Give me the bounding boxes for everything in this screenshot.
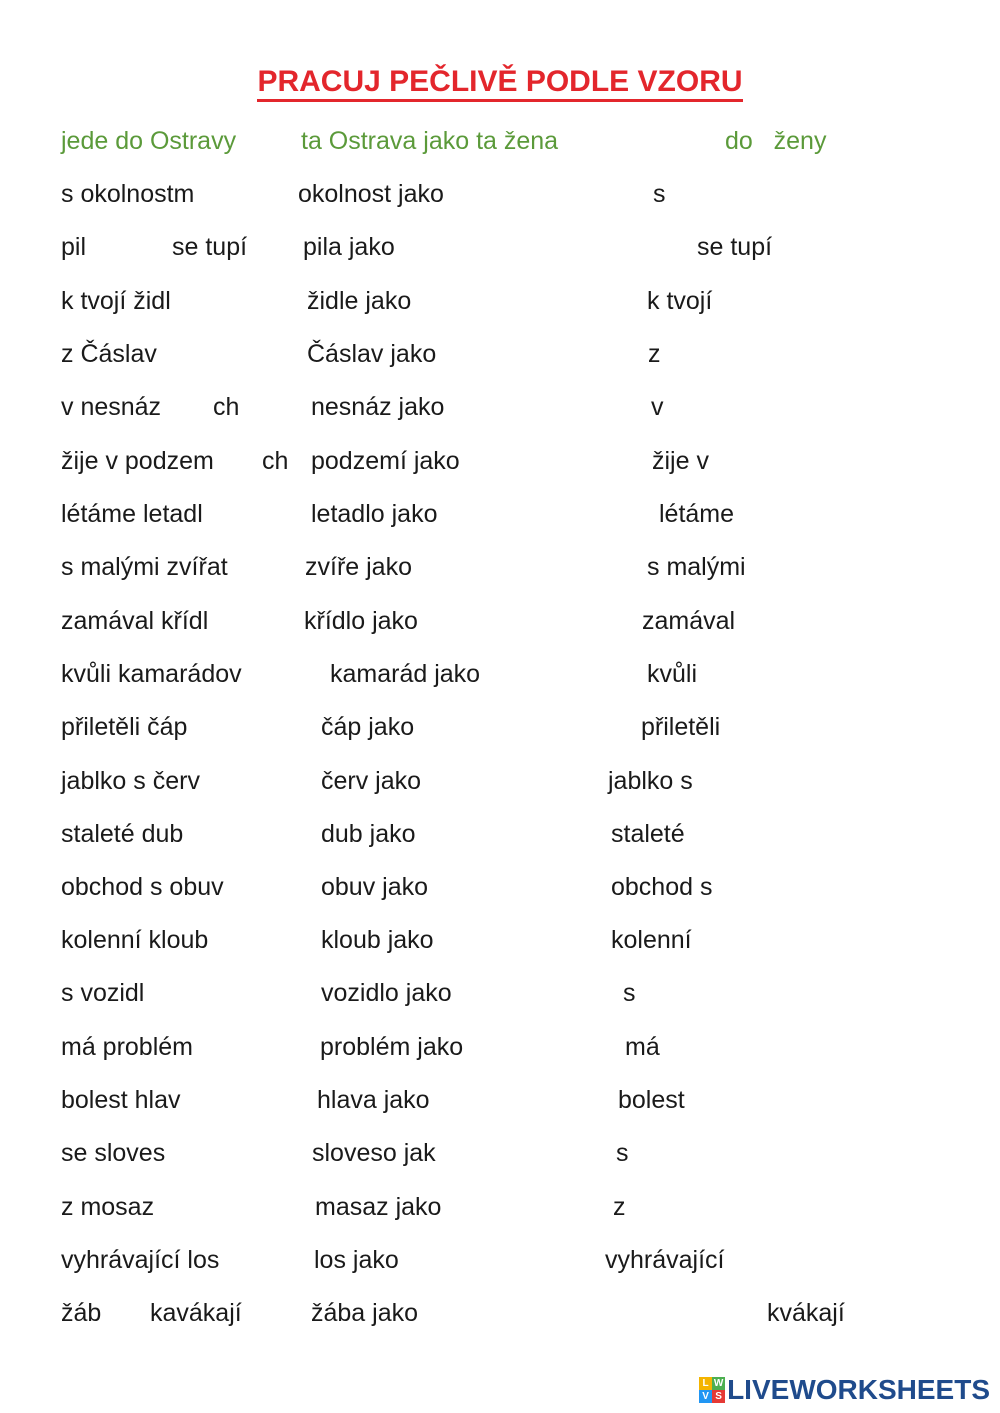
pattern-text: podzemí jako [311,447,460,475]
answer-prefix-text: s [623,979,636,1007]
example-pattern: ta Ostrava jako ta žena [301,127,559,155]
example-phrase: jede do Ostravy [61,127,237,155]
pattern-text: kloub jako [321,926,434,954]
exercise-row [0,819,1000,859]
exercise-row [0,286,1000,326]
answer-prefix-text: s [616,1139,629,1167]
phrase-text: jablko s červ [61,767,200,795]
answer-prefix-text: zamával [642,607,736,635]
answer-prefix-text: přiletěli [641,713,721,741]
answer-prefix-text: staleté [611,820,685,848]
phrase-text: žije v podzem [61,447,214,475]
phrase-text: z mosaz [61,1193,155,1221]
answer-prefix-text: létáme [659,500,735,528]
phrase-text: obchod s obuv [61,873,224,901]
phrase-text: zamával křídl [61,607,209,635]
exercise-row [0,552,1000,592]
phrase-text: v nesnáz [61,393,162,421]
liveworksheets-logo [699,1373,990,1407]
answer-prefix-text: s [653,180,666,208]
worksheet-title [0,64,1000,100]
phrase-text: s malými zvířat [61,553,228,581]
answer-prefix-text: kolenní [611,926,692,954]
exercise-row [0,606,1000,646]
phrase-text: s okolnostm [61,180,195,208]
exercise-row [0,179,1000,219]
title-text: PRACUJ PEČLIVĚ PODLE VZORU [257,65,742,102]
phrase-text: z Čáslav [61,340,157,368]
phrase-extra-text: ch [213,393,240,421]
phrase-text: bolest hlav [61,1086,181,1114]
pattern-text: červ jako [321,767,422,795]
answer-prefix-text: obchod s [611,873,713,901]
pattern-text: problém jako [320,1033,464,1061]
answer-prefix-text: k tvojí [647,287,713,315]
pattern-text: Čáslav jako [307,340,437,368]
exercise-row [0,232,1000,272]
exercise-row [0,339,1000,379]
pattern-text: sloveso jak [312,1139,436,1167]
pattern-text: vozidlo jako [321,979,452,1007]
phrase-text: přiletěli čáp [61,713,188,741]
exercise-row [0,392,1000,432]
answer-prefix-text: z [648,340,661,368]
logo-text: LIVEWORKSHEETS [727,1374,990,1405]
pattern-text: letadlo jako [311,500,438,528]
phrase-text: má problém [61,1033,193,1061]
phrase-extra-text: se tupí [172,233,248,261]
answer-prefix-text: kvůli [647,660,698,688]
pattern-text: dub jako [321,820,416,848]
pattern-text: kamarád jako [330,660,481,688]
phrase-text: k tvojí židl [61,287,171,315]
exercise-row [0,1192,1000,1232]
logo-mark-tile: V [699,1390,712,1403]
pattern-text: žába jako [311,1299,419,1327]
answer-prefix-text: s malými [647,553,746,581]
pattern-text: čáp jako [321,713,415,741]
answer-suffix-text: kvákají [767,1299,845,1327]
answer-prefix-text: jablko s [608,767,693,795]
answer-prefix-text: vyhrávající [605,1246,725,1274]
pattern-text: křídlo jako [304,607,418,635]
pattern-text: nesnáz jako [311,393,445,421]
pattern-text: hlava jako [317,1086,430,1114]
phrase-text: létáme letadl [61,500,203,528]
phrase-text: kvůli kamarádov [61,660,242,688]
answer-prefix-text: z [613,1193,626,1221]
pattern-text: masaz jako [315,1193,442,1221]
phrase-text: staleté dub [61,820,184,848]
logo-mark-tile: L [699,1377,712,1390]
logo-mark-tile: W [713,1378,724,1389]
exercise-row [0,1245,1000,1285]
logo-mark-tile: S [712,1390,725,1403]
exercise-row [0,659,1000,699]
phrase-text: kolenní kloub [61,926,209,954]
exercise-row [0,1298,1000,1338]
answer-prefix-text: žije v [652,447,709,475]
example-row [0,126,1000,166]
exercise-row [0,766,1000,806]
pattern-text: los jako [314,1246,399,1274]
phrase-extra-text: ch [262,447,289,475]
exercise-row [0,446,1000,486]
exercise-row [0,712,1000,752]
phrase-text: se sloves [61,1139,166,1167]
exercise-row [0,1085,1000,1125]
pattern-text: obuv jako [321,873,429,901]
liveworksheets-mark-icon [699,1377,725,1403]
phrase-text: s vozidl [61,979,145,1007]
answer-prefix-text: v [651,393,664,421]
phrase-text: žáb [61,1299,102,1327]
pattern-text: okolnost jako [298,180,444,208]
exercise-row [0,1138,1000,1178]
exercise-row [0,499,1000,539]
exercise-row [0,872,1000,912]
answer-prefix-text: bolest [618,1086,685,1114]
phrase-extra-text: kavákají [150,1299,242,1327]
exercise-row [0,925,1000,965]
pattern-text: zvíře jako [305,553,412,581]
exercise-row [0,978,1000,1018]
exercise-row [0,1032,1000,1072]
phrase-text: pil [61,233,87,261]
pattern-text: židle jako [307,287,412,315]
pattern-text: pila jako [303,233,395,261]
phrase-text: vyhrávající los [61,1246,220,1274]
example-answer: do ženy [725,127,827,155]
answer-prefix-text: má [625,1033,660,1061]
answer-suffix-text: se tupí [697,233,773,261]
